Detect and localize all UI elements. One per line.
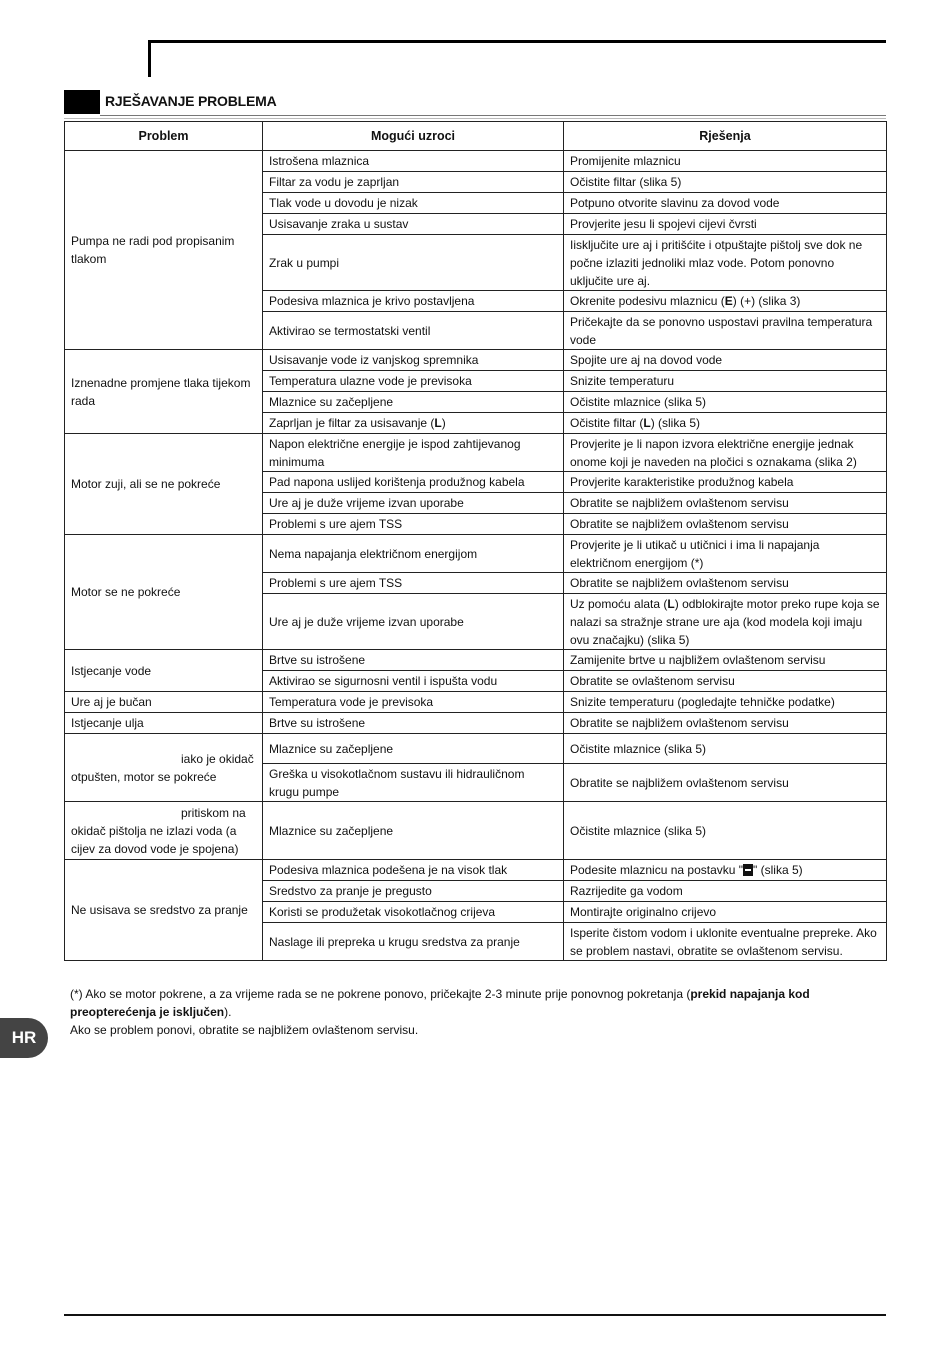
minus-box-icon [743,864,753,876]
troubleshooting-table [64,121,887,961]
cause-cell: Sredstvo za pranje je pregusto [263,881,564,902]
footer-rule [64,1314,886,1316]
corner-bracket-vertical [148,40,151,77]
solution-text-end: " (slika 5) [753,863,803,877]
solution-cell [564,860,887,881]
solution-cell: Očistite mlaznice (slika 5) [564,802,887,860]
cause-cell: Problemi s ure ajem TSS [263,514,564,535]
problem-cell: iako je okidač otpušten, motor se pokreće [65,734,263,802]
cause-cell: Greška u visokotlačnom sustavu ili hidrauličnom krugu pumpe [263,764,564,802]
cause-cell: Tlak vode u dovodu je nizak [263,193,564,214]
header-problem: Problem [65,122,263,151]
table-row [65,713,887,734]
cause-cell: Aktivirao se termostatski ventil [263,312,564,350]
solution-cell: Montirajte originalno crijevo [564,902,887,923]
cause-cell: Filtar za vodu je zaprljan [263,172,564,193]
cause-cell: Zrak u pumpi [263,235,564,291]
header-causes: Mogući uzroci [263,122,564,151]
solution-cell: Provjerite je li utikač u utičnici i ima li napajanja električnom energijom (*) [564,535,887,573]
cause-cell: Mlaznice su začepljene [263,392,564,413]
header-solutions: Rješenja [564,122,887,151]
table-row [65,151,887,172]
footnote-text: (*) Ako se motor pokrene, a za vrijeme rada se ne pokrene ponovo, pričekajte 2-3 minute prije ponovnog pokretanja ( [70,987,691,1001]
cause-cell: Mlaznice su začepljene [263,734,564,764]
solution-cell: Očistite mlaznice (slika 5) [564,734,887,764]
cause-cell: Usisavanje vode iz vanjskog spremnika [263,350,564,371]
problem-cell: Iznenadne promjene tlaka tijekom rada [65,350,263,434]
cause-cell: Istrošena mlaznica [263,151,564,172]
solution-bold-ref: E [724,294,733,308]
solution-cell: Pričekajte da se ponovno uspostavi pravilna temperatura vode [564,312,887,350]
problem-cell: Istjecanje ulja [65,713,263,734]
footnote-line-1 [70,985,850,1021]
solution-cell: Očistite mlaznice (slika 5) [564,392,887,413]
language-tab: HR [0,1018,48,1058]
cause-text: Zaprljan je filtar za usisavanje ( [269,416,435,430]
solution-cell: Snizite temperaturu [564,371,887,392]
solution-cell [564,413,887,434]
solution-cell: Obratite se najbližem ovlaštenom servisu [564,713,887,734]
table-row [65,734,887,764]
cause-cell: Ure aj je duže vrijeme izvan uporabe [263,594,564,650]
solution-cell: Obratite se najbližem ovlaštenom servisu [564,573,887,594]
cause-cell: Temperatura ulazne vode je previsoka [263,371,564,392]
footnote-text-end: ). [224,1005,232,1019]
solution-text-end: ) (slika 5) [650,416,701,430]
section-rule [100,115,886,116]
table-row [65,535,887,573]
solution-cell: Provjerite jesu li spojevi cijevi čvrsti [564,214,887,235]
cause-cell: Brtve su istrošene [263,713,564,734]
section-marker-block [64,90,100,114]
cause-cell: Ure aj je duže vrijeme izvan uporabe [263,493,564,514]
problem-cell: Ure aj je bučan [65,692,263,713]
solution-cell [564,291,887,312]
cause-bold-ref: L [434,416,442,430]
table-row [65,650,887,671]
corner-bracket-horizontal [148,40,886,43]
cause-cell: Pad napona uslijed korištenja produžnog kabela [263,472,564,493]
solution-cell: Provjerite karakteristike produžnog kabela [564,472,887,493]
solution-cell: Snizite temperaturu (pogledajte tehničke podatke) [564,692,887,713]
section-rule-lower [64,118,886,119]
solution-bold-ref: L [667,596,675,611]
cause-cell: Brtve su istrošene [263,650,564,671]
problem-cell: Istjecanje vode [65,650,263,692]
solution-cell: Isperite čistom vodom i uklonite eventualne prepreke. Ako se problem nastavi, obratite se ovlaštenom servisu. [564,923,887,961]
cause-cell: Napon električne energije je ispod zahtijevanog minimuma [263,434,564,472]
solution-cell: Očistite filtar (slika 5) [564,172,887,193]
solution-text: Podesite mlaznicu na postavku " [570,863,744,877]
solution-cell: Spojite ure aj na dovod vode [564,350,887,371]
solution-cell: Potpuno otvorite slavinu za dovod vode [564,193,887,214]
footnote-line-2: Ako se problem ponovi, obratite se najbližem ovlaštenom servisu. [70,1023,419,1037]
solution-cell: Obratite se najbližem ovlaštenom servisu [564,493,887,514]
section-header [64,90,886,116]
section-title: RJEŠAVANJE PROBLEMA [105,93,277,109]
problem-cell: Motor zuji, ali se ne pokreće [65,434,263,535]
table-row [65,434,887,472]
problem-cell: Pumpa ne radi pod propisanim tlakom [65,151,263,350]
solution-text-end: ) (+) (slika 3) [732,294,801,308]
solution-cell: Promijenite mlaznicu [564,151,887,172]
table-header-row [65,122,887,151]
solution-cell: Obratite se najbližem ovlaštenom servisu [564,514,887,535]
problem-cell: Motor se ne pokreće [65,535,263,650]
cause-cell: Temperatura vode je previsoka [263,692,564,713]
table-row [65,802,887,860]
cause-cell: Nema napajanja električnom energijom [263,535,564,573]
cause-cell: Podesiva mlaznica podešena je na visok tlak [263,860,564,881]
footnote-bold: prekid napajanja kod preopterećenja je isključen [70,987,810,1019]
cause-cell: Podesiva mlaznica je krivo postavljena [263,291,564,312]
solution-text: Uz pomoću alata ( [570,596,668,611]
table-row [65,860,887,881]
cause-cell: Aktivirao se sigurnosni ventil i ispušta vodu [263,671,564,692]
table-body [65,151,887,961]
problem-cell: pritiskom na okidač pištolja ne izlazi voda (a cijev za dovod vode je spojena) [65,802,263,860]
solution-cell: Razrijedite ga vodom [564,881,887,902]
cause-cell: Naslage ili prepreka u krugu sredstva za pranje [263,923,564,961]
solution-cell: Zamijenite brtve u najbližem ovlaštenom servisu [564,650,887,671]
solution-text: Okrenite podesivu mlaznicu ( [570,294,725,308]
solution-cell: Provjerite je li napon izvora električne energije jednak onome koji je naveden na pločici s oznakama (slika 2) [564,434,887,472]
table-row [65,350,887,371]
cause-text-end: ) [441,416,446,430]
footnote [70,985,850,1039]
solution-cell: Obratite se ovlaštenom servisu [564,671,887,692]
cause-cell: Koristi se produžetak visokotlačnog crijeva [263,902,564,923]
solution-text-end: ) odblokirajte motor preko rupe koja se nalazi sa stražnje strane ure aja (kod modela koji imaju ovu značajku) (slika 5) [570,596,880,647]
cause-cell [263,413,564,434]
solution-cell: Iisključite ure aj i pritišćite i otpuštajte pištolj sve dok ne počne izlaziti jednoliki mlaz vode. Potom ponovno uključite ure aj. [564,235,887,291]
solution-cell [564,594,887,650]
cause-cell: Usisavanje zraka u sustav [263,214,564,235]
cause-cell: Mlaznice su začepljene [263,802,564,860]
problem-cell: Ne usisava se sredstvo za pranje [65,860,263,961]
solution-bold-ref: L [643,416,651,430]
table-row [65,692,887,713]
cause-cell: Problemi s ure ajem TSS [263,573,564,594]
solution-text: Očistite filtar ( [570,416,644,430]
solution-cell: Obratite se najbližem ovlaštenom servisu [564,764,887,802]
